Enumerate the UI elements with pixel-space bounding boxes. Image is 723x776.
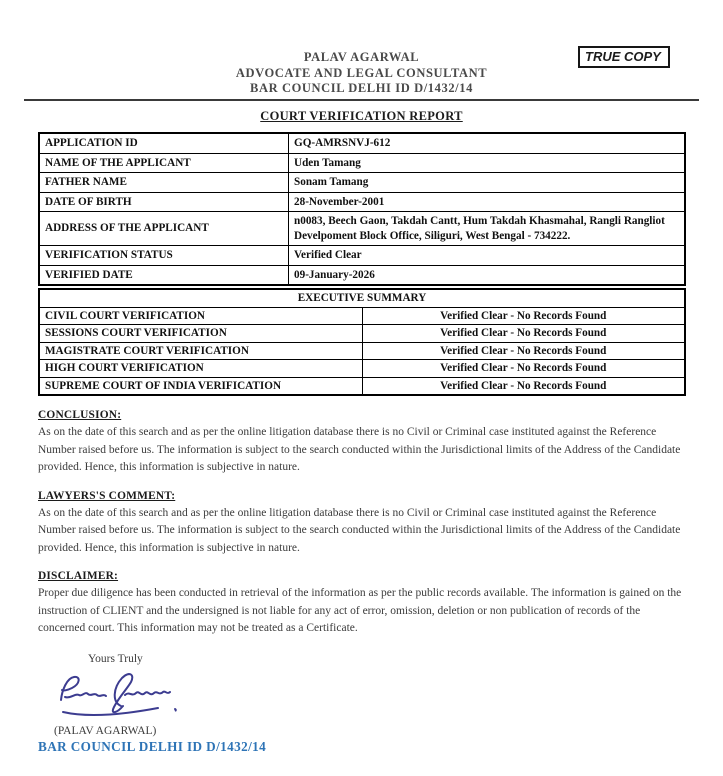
field-label: FATHER NAME [39, 173, 289, 193]
field-label: NAME OF THE APPLICANT [39, 153, 289, 173]
header-divider [24, 99, 699, 101]
table-row [39, 192, 685, 212]
signatory-bar-council-id: BAR COUNCIL DELHI ID D/1432/14 [38, 738, 267, 754]
table-row [39, 377, 685, 395]
table-row [39, 133, 685, 153]
table-row [39, 212, 685, 246]
field-value: 09-January-2026 [289, 265, 686, 285]
page-title: COURT VERIFICATION REPORT [260, 109, 463, 123]
conclusion-heading: CONCLUSION: [38, 409, 122, 421]
signature-ink [54, 669, 199, 719]
field-value: Sonam Tamang [289, 173, 686, 193]
table-row [39, 265, 685, 285]
table-row [39, 307, 685, 325]
conclusion-section [38, 409, 686, 477]
table-row [39, 360, 685, 378]
court-label: CIVIL COURT VERIFICATION [39, 307, 362, 325]
field-label: APPLICATION ID [39, 133, 289, 153]
lawyers-comment-text: As on the date of this search and as per the online litigation database there is no Civil or Criminal case instituted against the Reference Number raised before us. The information is subject to the search conducted within the Jurisdictional limits of the Address of the Candidate provided. Hence, this information is subjective in nature. [38, 506, 681, 554]
document-body [38, 132, 686, 755]
advocate-name: PALAV AGARWAL [303, 50, 420, 64]
court-status: Verified Clear - No Records Found [362, 307, 685, 325]
executive-summary-table [38, 288, 686, 396]
lawyers-comment-heading: LAWYERS'S COMMENT: [38, 489, 176, 502]
field-label: VERIFICATION STATUS [39, 246, 289, 266]
court-status: Verified Clear - No Records Found [362, 377, 685, 395]
disclaimer-text: Proper due diligence has been conducted in retrieval of the information as per the public records available. The information is gained on the instruction of CLIENT and the undersigned is not liable for any act of error, omission, deletion or non publication of records of the concerned court. This information may not be treated as a Certificate. [38, 587, 682, 634]
court-status: Verified Clear - No Records Found [362, 325, 685, 343]
applicant-details-table [38, 132, 686, 286]
field-label: VERIFIED DATE [39, 265, 289, 285]
table-row [39, 173, 685, 193]
field-value: Verified Clear [289, 246, 686, 266]
court-status: Verified Clear - No Records Found [362, 360, 685, 378]
field-value: n0083, Beech Gaon, Takdah Cantt, Hum Takdah Khasmahal, Rangli Rangliot Develpoment Block Office, Siliguri, West Bengal - 734222. [289, 212, 686, 246]
court-label: MAGISTRATE COURT VERIFICATION [39, 342, 362, 360]
court-label: SESSIONS COURT VERIFICATION [39, 325, 362, 343]
disclaimer-section [38, 570, 686, 638]
advocate-designation: ADVOCATE AND LEGAL CONSULTANT [235, 65, 488, 80]
table-row [39, 342, 685, 360]
table-row [39, 246, 685, 266]
bar-council-id: BAR COUNCIL DELHI ID D/1432/14 [250, 81, 473, 95]
court-label: SUPREME COURT OF INDIA VERIFICATION [39, 377, 362, 395]
executive-summary-title: EXECUTIVE SUMMARY [39, 289, 685, 307]
field-value: 28-November-2001 [289, 192, 686, 212]
table-row [39, 153, 685, 173]
field-value: GQ-AMRSNVJ-612 [289, 133, 686, 153]
field-value: Uden Tamang [289, 153, 686, 173]
lawyers-comment-section [38, 490, 686, 558]
table-row [39, 325, 685, 343]
table-header-row [39, 289, 685, 307]
court-status: Verified Clear - No Records Found [362, 342, 685, 360]
field-label: ADDRESS OF THE APPLICANT [39, 212, 289, 246]
signature-strokes [61, 674, 176, 715]
disclaimer-heading: DISCLAIMER: [38, 570, 119, 582]
closing-salutation: Yours Truly [88, 652, 143, 665]
field-label: DATE OF BIRTH [39, 192, 289, 212]
true-copy-stamp: TRUE COPY [578, 46, 670, 68]
court-label: HIGH COURT VERIFICATION [39, 360, 362, 378]
conclusion-text: As on the date of this search and as per the online litigation database there is no Civil or Criminal case instituted against the Reference Number raised before us. The information is subject to the search conducted within the Jurisdictional limits of the Address of the Candidate provided. Hence, this information is subjective in nature. [38, 426, 681, 473]
signatory-name: (PALAV AGARWAL) [54, 724, 157, 737]
